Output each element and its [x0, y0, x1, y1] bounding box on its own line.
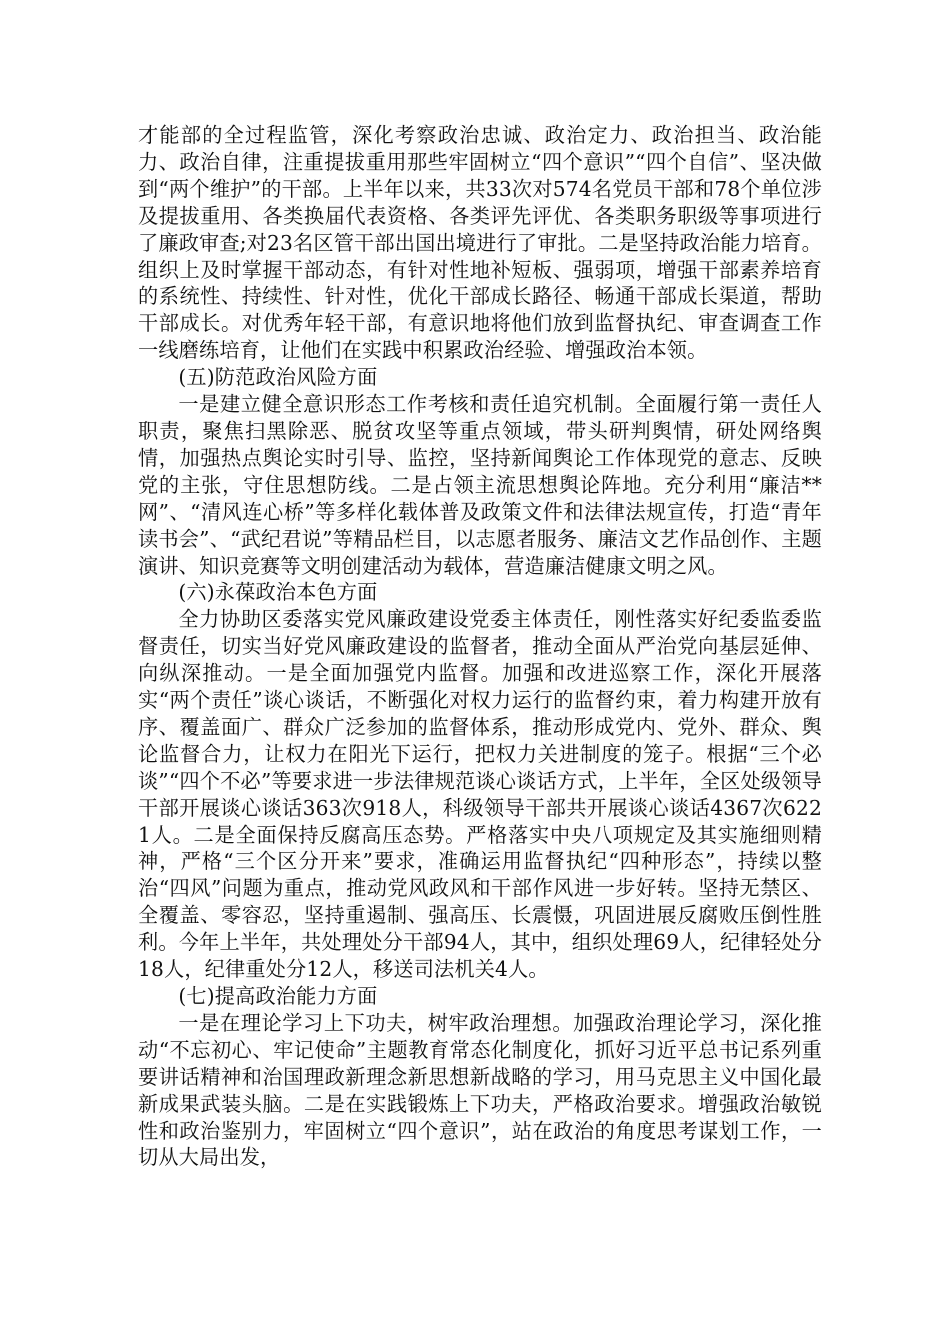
- paragraph-body: 一是在理论学习上下功夫，树牢政治理想。加强政治理论学习，深化推动“不忘初心、牢记使命”主题教育常态化制度化，抓好习近平总书记系列重要讲话精神和治国理政新理念新思想新战略的学习，用马克思主义中国化最新成果武装头脑。二是在实践锻炼上下功夫，严格政治要求。增强政治敏锐性和政治鉴别力，牢固树立“四个意识”，站在政治的角度思考谋划工作，一切从大局出发，: [138, 1010, 822, 1170]
- paragraph-body: 全力协助区委落实党风廉政建设党委主体责任，刚性落实好纪委监委监督责任，切实当好党风廉政建设的监督者，推动全面从严治党向基层延伸、向纵深推动。一是全面加强党内监督。加强和改进巡察工作，深化开展落实“两个责任”谈心谈话，不断强化对权力运行的监督约束，着力构建开放有序、覆盖面广、群众广泛参加的监督体系，推动形成党内、党外、群众、舆论监督合力，让权力在阳光下运行，把权力关进制度的笼子。根据“三个必谈”“四个不必”等要求进一步法律规范谈心谈话方式，上半年，全区处级领导干部开展谈心谈话363次918人，科级领导干部共开展谈心谈话4367次6221人。二是全面保持反腐高压态势。严格落实中央八项规定及其实施细则精神，严格“三个区分开来”要求，准确运用监督执纪“四种形态”，持续以整治“四风”问题为重点，推动党风政风和干部作风进一步好转。坚持无禁区、全覆盖、零容忍，坚持重遏制、强高压、长震慑，巩固进展反腐败压倒性胜利。今年上半年，共处理处分干部94人，其中，组织处理69人，纪律轻处分18人，纪律重处分12人，移送司法机关4人。: [138, 607, 822, 982]
- document-body: [138, 122, 822, 1171]
- section-heading-6: (六)永葆政治本色方面: [178, 580, 378, 605]
- paragraph-body: 一是建立健全意识形态工作考核和责任追究机制。全面履行第一责任人职责，聚焦扫黑除恶、脱贫攻坚等重点领域，带头研判舆情，研处网络舆情，加强热点舆论实时引导、监控，坚持新闻舆论工作体现党的意志、反映党的主张，守住思想防线。二是占领主流思想舆论阵地。充分利用“廉洁**网”、“清风连心桥”等多样化载体普及政策文件和法律法规宣传，打造“青年读书会”、“武纪君说”等精品栏目，以志愿者服务、廉洁文艺作品创作、主题演讲、知识竞赛等文明创建活动为载体，营造廉洁健康文明之风。: [138, 392, 822, 578]
- section-heading-5: (五)防范政治风险方面: [178, 365, 378, 390]
- section-heading-7: (七)提高政治能力方面: [178, 984, 378, 1008]
- paragraph-continuation: 才能部的全过程监管，深化考察政治忠诚、政治定力、政治担当、政治能力、政治自律，注重提拔重用那些牢固树立“四个意识”“四个自信”、坚决做到“两个维护”的干部。上半年以来，共33次对574名党员干部和78个单位涉及提拔重用、各类换届代表资格、各类评先评优、各类职务职级等事项进行了廉政审查;对23名区管干部出国出境进行了审批。二是坚持政治能力培育。组织上及时掌握干部动态，有针对性地补短板、强弱项，增强干部素养培育的系统性、持续性、针对性，优化干部成长路径、畅通干部成长渠道，帮助干部成长。对优秀年轻干部，有意识地将他们放到监督执纪、审查调查工作一线磨练培育，让他们在实践中积累政治经验、增强政治本领。: [138, 123, 822, 363]
